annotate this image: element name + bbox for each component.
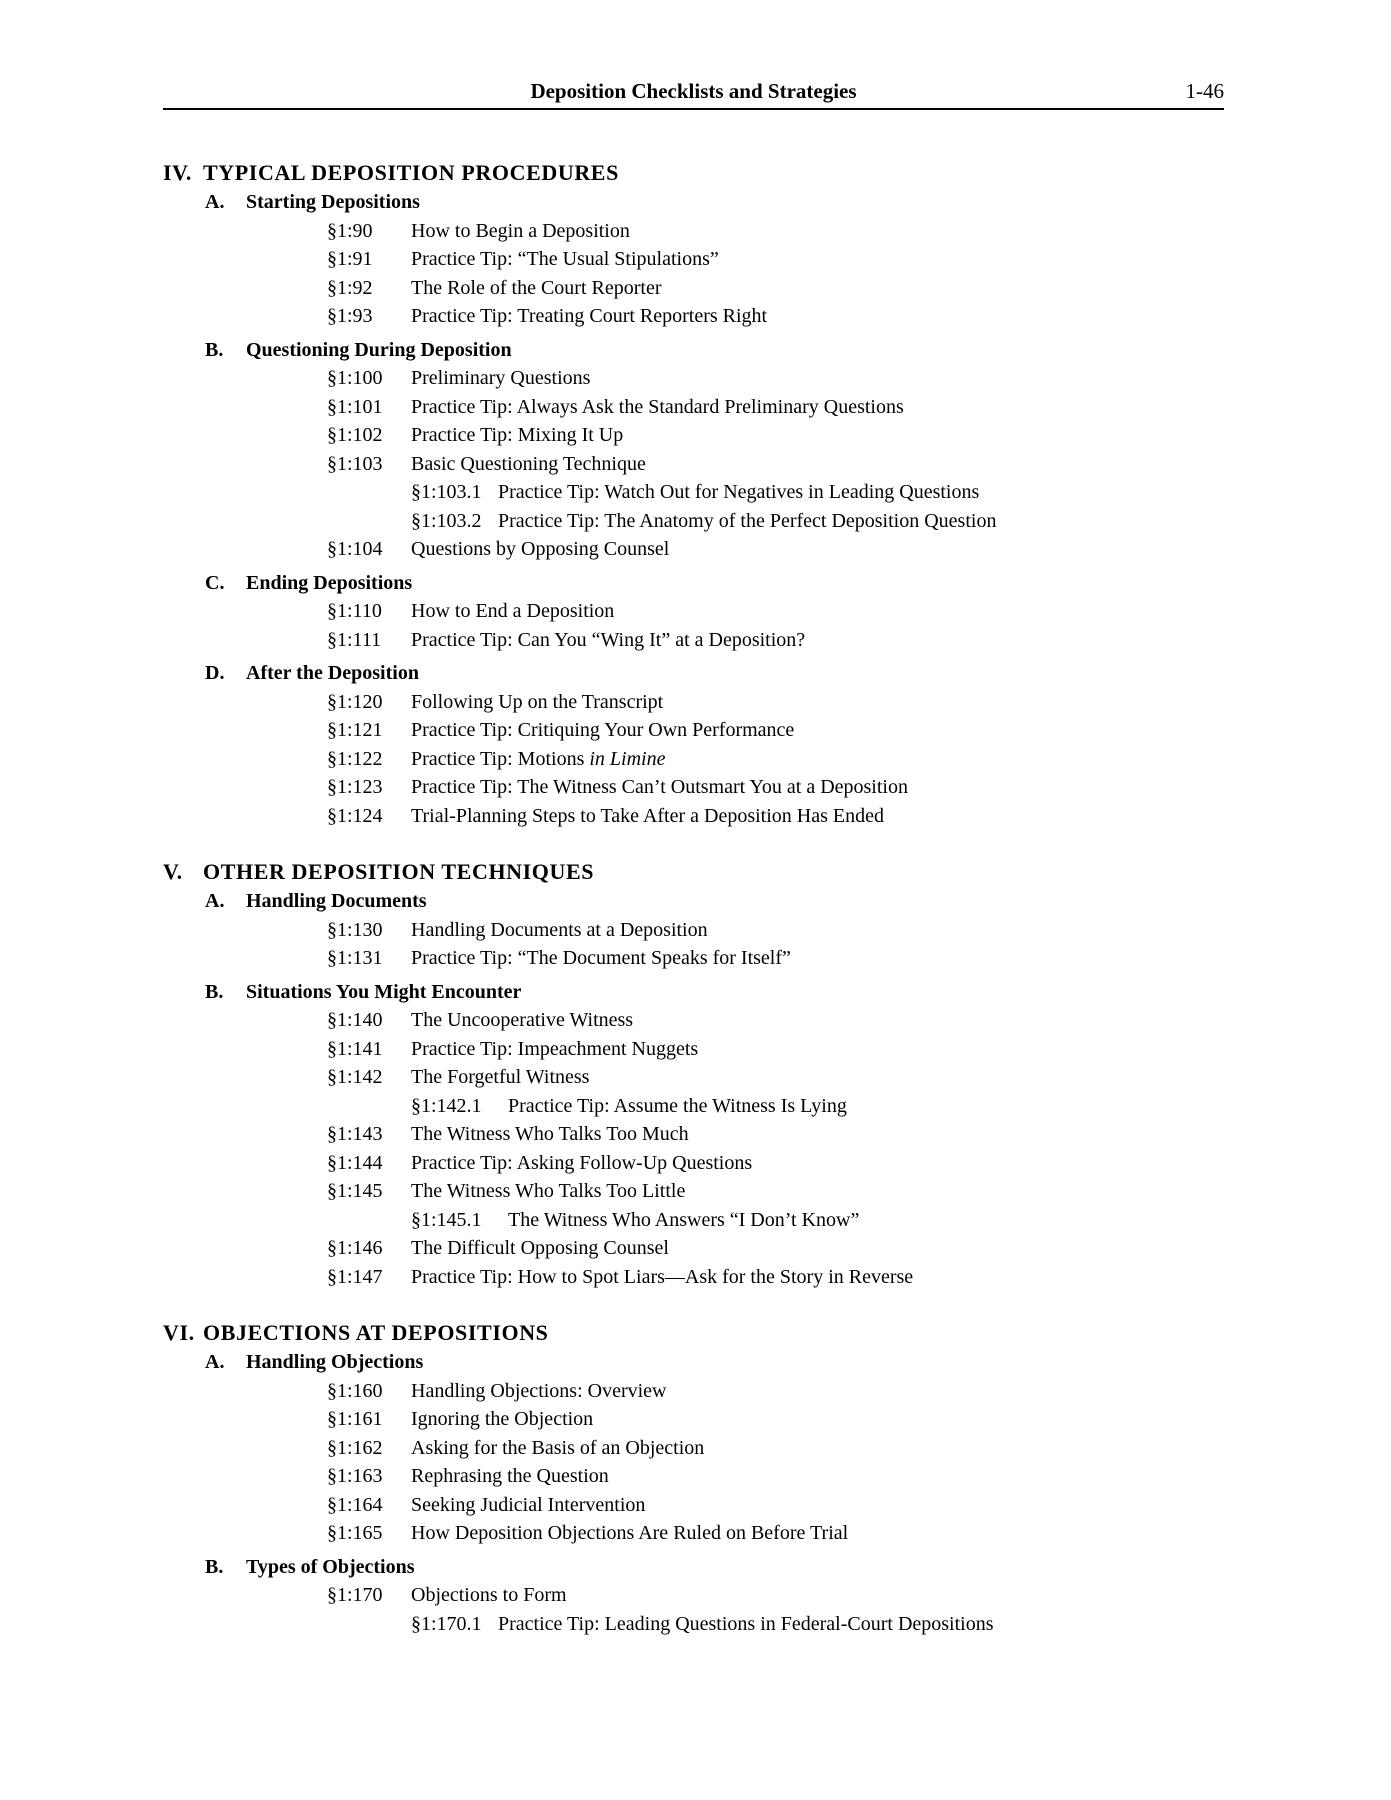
entry-title-text: Practice Tip: Watch Out for Negatives in Leading Questions: [498, 481, 980, 503]
entry-section-number: §1:92: [327, 276, 373, 299]
entry-title-text: The Witness Who Answers “I Don’t Know”: [508, 1208, 860, 1231]
entry-title-text: Practice Tip: “The Usual Stipulations”: [411, 248, 719, 270]
entry-title: [411, 364, 590, 393]
entry-title-text: Seeking Judicial Intervention: [411, 1493, 646, 1516]
entry-section-number: §1:124: [327, 804, 383, 827]
section-title: OTHER DEPOSITION TECHNIQUES: [203, 859, 595, 884]
entry-title-text: The Difficult Opposing Counsel: [411, 1237, 669, 1259]
entry-title: [411, 745, 665, 774]
entry-title: [411, 1120, 689, 1149]
toc-entry: [163, 1610, 1224, 1639]
entry-title-text: Practice Tip: “The Document Speaks for Itself”: [411, 947, 791, 969]
entry-section-number: §1:102: [327, 424, 383, 446]
entry-title: [411, 1462, 609, 1491]
entry-title-text: Basic Questioning Technique: [411, 452, 646, 475]
entry-section-number: §1:93: [327, 305, 373, 327]
entry-title-text: Practice Tip: Impeachment Nuggets: [411, 1037, 699, 1060]
entry-section-number: §1:122: [327, 747, 383, 770]
entry-title: [411, 597, 614, 626]
entry-title: [411, 1035, 698, 1064]
entry-title-text: Practice Tip: The Witness Can’t Outsmart You at a Deposition: [411, 776, 908, 798]
entry-title: [411, 245, 719, 274]
entry-title: [411, 626, 805, 655]
entry-title-text: The Role of the Court Reporter: [411, 276, 662, 299]
subsection-letter: C.: [205, 571, 225, 594]
entry-title-text: Practice Tip: Motions: [411, 747, 585, 770]
toc-entry: [163, 773, 1224, 802]
entry-title-text: Practice Tip: Assume the Witness Is Lying: [508, 1094, 847, 1117]
subsection-heading: [163, 978, 1224, 1007]
entry-title: [411, 1149, 752, 1178]
entry-title-text: Practice Tip: Always Ask the Standard Preliminary Questions: [411, 395, 904, 418]
entry-title-text: Practice Tip: The Anatomy of the Perfect Deposition Question: [498, 509, 997, 532]
header-title: Deposition Checklists and Strategies: [530, 79, 857, 103]
entry-title-text: Preliminary Questions: [411, 367, 591, 389]
entry-title: [411, 944, 791, 973]
entry-section-number: §1:170: [327, 1584, 383, 1606]
entry-title-text: The Witness Who Talks Too Much: [411, 1123, 689, 1145]
entry-section-number: §1:103.1: [411, 481, 482, 503]
toc-entry: [163, 916, 1224, 945]
toc-entry: [163, 1434, 1224, 1463]
entry-title-text: Handling Documents at a Deposition: [411, 918, 708, 941]
toc-entry: [163, 393, 1224, 422]
subsection-heading: [163, 1348, 1224, 1377]
toc-section: [163, 158, 1224, 830]
entry-title-text: Objections to Form: [411, 1584, 567, 1606]
toc-entry: [163, 364, 1224, 393]
entry-title-italic: in Limine: [589, 747, 666, 770]
toc-entry: [163, 1063, 1224, 1092]
entry-title: [411, 535, 669, 564]
entry-section-number: §1:160: [327, 1379, 383, 1402]
subsection-title: Questioning During Deposition: [246, 338, 512, 361]
entry-section-number: §1:144: [327, 1151, 383, 1174]
section-title: TYPICAL DEPOSITION PROCEDURES: [203, 160, 619, 185]
entry-title-text: Practice Tip: Mixing It Up: [411, 424, 624, 446]
toc-section: [163, 857, 1224, 1291]
entry-title: [411, 1377, 667, 1406]
toc-entry: [163, 274, 1224, 303]
entry-title: [411, 1581, 567, 1610]
entry-section-number: §1:120: [327, 690, 383, 713]
subsection-heading: [163, 188, 1224, 217]
entry-title: [411, 217, 630, 246]
section-heading: [163, 158, 1224, 188]
entry-title: [411, 274, 662, 303]
toc-section: [163, 1318, 1224, 1638]
entry-section-number: §1:90: [327, 219, 373, 242]
entry-title-text: Rephrasing the Question: [411, 1465, 609, 1487]
subsection-letter: B.: [205, 338, 224, 361]
entry-title-text: The Uncooperative Witness: [411, 1009, 634, 1031]
entry-title: [411, 450, 646, 479]
subsection-letter: B.: [205, 980, 224, 1003]
toc-entry: [163, 478, 1224, 507]
entry-title-text: Ignoring the Objection: [411, 1408, 594, 1430]
toc-entry: [163, 1263, 1224, 1292]
toc-entry: [163, 1006, 1224, 1035]
toc-entry: [163, 745, 1224, 774]
entry-title: [508, 1206, 859, 1235]
subsection-letter: B.: [205, 1555, 224, 1578]
entry-title-text: Following Up on the Transcript: [411, 690, 664, 713]
entry-section-number: §1:142: [327, 1066, 383, 1088]
entry-title-text: How to Begin a Deposition: [411, 219, 630, 242]
entry-title-text: Practice Tip: How to Spot Liars—Ask for the Story in Reverse: [411, 1265, 914, 1288]
entry-section-number: §1:164: [327, 1493, 383, 1516]
entry-title: [411, 421, 623, 450]
entry-title: [411, 773, 908, 802]
subsection-heading: [163, 1553, 1224, 1582]
subsection-letter: A.: [205, 191, 225, 213]
toc-entry: [163, 716, 1224, 745]
entry-section-number: §1:163: [327, 1465, 383, 1487]
entry-section-number: §1:145.1: [411, 1208, 482, 1231]
toc-entry: [163, 1462, 1224, 1491]
entry-section-number: §1:170.1: [411, 1612, 482, 1635]
toc-entry: [163, 626, 1224, 655]
subsection-title: Starting Depositions: [246, 191, 420, 213]
toc-entry: [163, 302, 1224, 331]
subsection-heading: [163, 569, 1224, 598]
running-header: [163, 78, 1224, 110]
entry-title: [411, 1063, 589, 1092]
entry-section-number: §1:123: [327, 776, 383, 798]
subsection-title: Ending Depositions: [246, 571, 413, 594]
entry-section-number: §1:141: [327, 1037, 383, 1060]
toc-entry: [163, 1519, 1224, 1548]
subsection-title: Handling Documents: [246, 890, 427, 912]
entry-section-number: §1:100: [327, 367, 383, 389]
section-number: IV.: [163, 160, 192, 185]
subsection-heading: [163, 336, 1224, 365]
entry-title: [411, 916, 708, 945]
section-heading: [163, 857, 1224, 887]
entry-title-text: Trial-Planning Steps to Take After a Deposition Has Ended: [411, 804, 884, 827]
entry-title: [498, 478, 979, 507]
entry-section-number: §1:121: [327, 719, 383, 741]
page-number: 1-46: [1185, 79, 1224, 103]
toc-entry: [163, 1120, 1224, 1149]
entry-section-number: §1:142.1: [411, 1094, 482, 1117]
entry-section-number: §1:140: [327, 1009, 383, 1031]
entry-section-number: §1:145: [327, 1180, 383, 1202]
entry-title-text: Practice Tip: Leading Questions in Federal-Court Depositions: [498, 1612, 994, 1635]
section-title: OBJECTIONS AT DEPOSITIONS: [203, 1320, 549, 1345]
toc-entry: [163, 597, 1224, 626]
section-number: VI.: [163, 1320, 195, 1345]
entry-title: [411, 302, 767, 331]
entry-title: [498, 1610, 994, 1639]
entry-title-text: How Deposition Objections Are Ruled on Before Trial: [411, 1522, 849, 1544]
entry-title: [411, 716, 794, 745]
subsection-heading: [163, 659, 1224, 688]
entry-section-number: §1:110: [327, 600, 382, 622]
toc-entry: [163, 802, 1224, 831]
entry-title-text: Handling Objections: Overview: [411, 1379, 667, 1402]
entry-title-text: Questions by Opposing Counsel: [411, 538, 670, 560]
entry-section-number: §1:91: [327, 248, 373, 270]
entry-section-number: §1:131: [327, 947, 383, 969]
entry-section-number: §1:104: [327, 538, 383, 560]
entry-title-text: Practice Tip: Asking Follow-Up Questions: [411, 1151, 753, 1174]
entry-section-number: §1:146: [327, 1237, 383, 1259]
entry-title-text: Practice Tip: Critiquing Your Own Performance: [411, 719, 795, 741]
entry-section-number: §1:103: [327, 452, 383, 475]
subsection-letter: D.: [205, 662, 225, 684]
toc-entry: [163, 1092, 1224, 1121]
section-heading: [163, 1318, 1224, 1348]
toc-entry: [163, 421, 1224, 450]
subsection-letter: A.: [205, 1351, 225, 1373]
subsection-heading: [163, 887, 1224, 916]
toc-entry: [163, 1206, 1224, 1235]
subsection-letter: A.: [205, 890, 225, 912]
subsection-title: Handling Objections: [246, 1351, 424, 1373]
entry-section-number: §1:147: [327, 1265, 383, 1288]
toc-entry: [163, 1491, 1224, 1520]
entry-section-number: §1:162: [327, 1436, 383, 1459]
toc-entry: [163, 1035, 1224, 1064]
toc-entry: [163, 688, 1224, 717]
entry-section-number: §1:111: [327, 628, 382, 651]
entry-title: [411, 1405, 593, 1434]
toc-entry: [163, 944, 1224, 973]
toc-entry: [163, 535, 1224, 564]
entry-title: [508, 1092, 847, 1121]
entry-title: [411, 1177, 685, 1206]
entry-title: [411, 1234, 669, 1263]
section-number: V.: [163, 859, 183, 884]
entry-section-number: §1:165: [327, 1522, 383, 1544]
table-of-contents: [163, 158, 1224, 1638]
toc-entry: [163, 1177, 1224, 1206]
entry-title-text: The Forgetful Witness: [411, 1066, 590, 1088]
entry-title: [411, 1491, 645, 1520]
toc-entry: [163, 1377, 1224, 1406]
entry-title-text: The Witness Who Talks Too Little: [411, 1180, 686, 1202]
toc-entry: [163, 1581, 1224, 1610]
entry-section-number: §1:143: [327, 1123, 383, 1145]
entry-title: [411, 1006, 633, 1035]
entry-section-number: §1:130: [327, 918, 383, 941]
toc-entry: [163, 450, 1224, 479]
subsection-title: Types of Objections: [246, 1555, 415, 1578]
entry-section-number: §1:161: [327, 1408, 383, 1430]
entry-title: [411, 688, 663, 717]
entry-title: [498, 507, 996, 536]
entry-title-text: Practice Tip: Treating Court Reporters Right: [411, 305, 768, 327]
entry-title: [411, 393, 904, 422]
toc-entry: [163, 1149, 1224, 1178]
entry-section-number: §1:103.2: [411, 509, 482, 532]
entry-title-text: Asking for the Basis of an Objection: [411, 1436, 705, 1459]
toc-entry: [163, 245, 1224, 274]
entry-title-text: Practice Tip: Can You “Wing It” at a Deposition?: [411, 628, 806, 651]
subsection-title: After the Deposition: [246, 662, 419, 684]
entry-title: [411, 1434, 704, 1463]
entry-title: [411, 1519, 848, 1548]
entry-title: [411, 802, 884, 831]
toc-entry: [163, 1405, 1224, 1434]
entry-title: [411, 1263, 913, 1292]
toc-entry: [163, 217, 1224, 246]
entry-section-number: §1:101: [327, 395, 383, 418]
entry-title-text: How to End a Deposition: [411, 600, 615, 622]
subsection-title: Situations You Might Encounter: [246, 980, 522, 1003]
toc-entry: [163, 1234, 1224, 1263]
toc-entry: [163, 507, 1224, 536]
